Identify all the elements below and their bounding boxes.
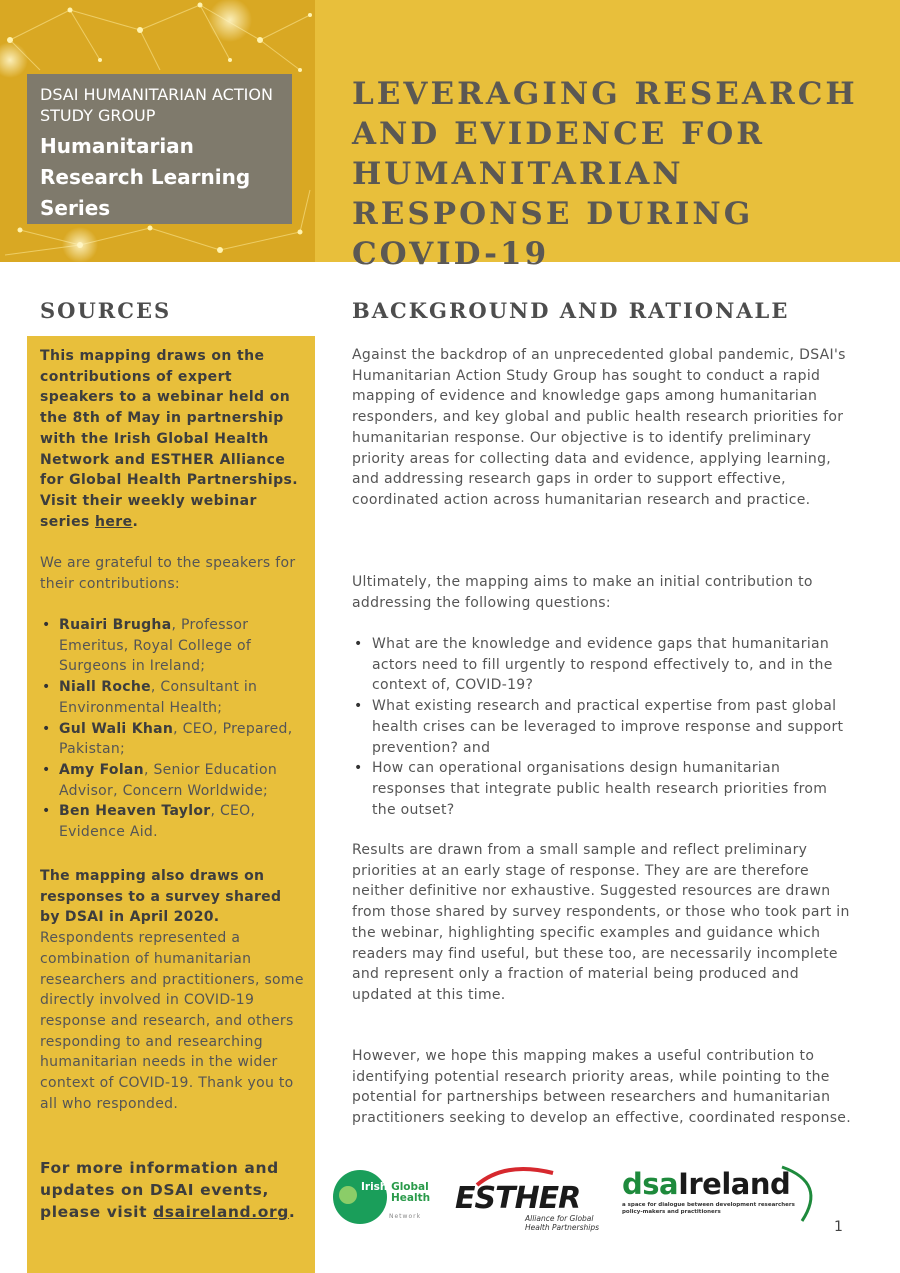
esther-wordmark: ESTHER (455, 1181, 581, 1216)
speaker-name: Amy Folan (59, 761, 144, 778)
speaker-item (40, 801, 306, 842)
sources-intro (40, 346, 306, 532)
question-item: • What existing research and practical expertise from past global health crises can be leveraged to improve response and support prevention? and (352, 696, 852, 758)
speaker-item (40, 677, 306, 718)
dsai-tagline: a space for dialogue between development researchers policy-makers and practitioners (622, 1202, 795, 1215)
speaker-role: , CEO, Prepared, Pakistan; (59, 720, 293, 758)
series-name-label: Humanitarian Research Learning Series (40, 134, 251, 220)
sources-heading: SOURCES (40, 298, 172, 323)
speaker-name: Niall Roche (59, 679, 151, 696)
results-paragraph: Results are drawn from a small sample and reflect preliminary priorities at an early stage of response. They are are therefore neither definitive nor exhaustive. Suggested resources are drawn from those shared by survey respondents, or those who took part in the webinar, highlighting specific examples and guidance which readers may find useful, but these too, are necessarily incomplete and represent only a fraction of material being produced and updated at this time. (352, 842, 850, 1003)
background-paragraph: Against the backdrop of an unprecedented global pandemic, DSAI's Humanitarian Action Study Group has sought to conduct a rapid mapping of evidence and knowledge gaps among humanitarian responders, and key global and public health research priorities for humanitarian response. Our objective is to identify preliminary priority areas for collecting data and evidence, applying learning, and addressing research gaps in order to support effective, coordinated action across humanitarian research and practice. (352, 347, 846, 508)
igh-word-health: Health (391, 1192, 431, 1204)
dsai-ireland-logo (622, 1163, 827, 1228)
more-info-lead: For more information and updates on DSAI events, please visit (40, 1159, 279, 1221)
sources-intro-end: . (132, 513, 139, 530)
webinar-series-link[interactable]: here (95, 513, 133, 530)
irish-global-health-network-logo (333, 1170, 443, 1228)
dsai-website-link[interactable]: dsaireland.org (153, 1203, 289, 1221)
dsai-wordmark (622, 1167, 790, 1201)
speakers-list (40, 615, 306, 843)
speaker-role: , Consultant in Environmental Health; (59, 679, 258, 716)
dsai-word-dsa: dsa (622, 1167, 679, 1201)
document-title: LEVERAGING RESEARCH AND EVIDENCE FOR HUMANITARIAN RESPONSE DURING COVID-19 (352, 76, 858, 272)
speaker-role: , CEO, Evidence Aid. (59, 803, 256, 841)
esther-subtitle: Alliance for Global Health Partnerships (525, 1214, 600, 1232)
questions-list (352, 634, 852, 820)
question-item: • How can operational organisations design humanitarian responses that integrate public health research priorities from the outset? (352, 758, 852, 820)
page-number: 1 (834, 1219, 843, 1235)
speaker-role: , Senior Education Advisor, Concern Worldwide; (59, 761, 277, 799)
sources-intro-text: This mapping draws on the contributions of expert speakers to a webinar held on the 8th of May in partnership with the Irish Global Health Network and ESTHER Alliance for Global Health Partnerships. Visit their weekly webinar series (40, 348, 298, 530)
background-heading: BACKGROUND AND RATIONALE (352, 298, 790, 323)
question-item: • What are the knowledge and evidence gaps that humanitarian actors need to fill urgently to respond effectively to, and in the context of, COVID-19? (352, 634, 852, 696)
speaker-item (40, 719, 306, 760)
speaker-role: , Professor Emeritus, Royal College of Surgeons in Ireland; (59, 617, 252, 675)
aims-paragraph: Ultimately, the mapping aims to make an initial contribution to addressing the following questions: (352, 574, 813, 611)
dsai-swoosh-icon (772, 1163, 827, 1225)
speaker-item (40, 615, 306, 677)
esther-alliance-logo (455, 1163, 605, 1233)
speaker-name: Ruairi Brugha (59, 617, 172, 633)
survey-body-text: Respondents represented a combination of humanitarian researchers and practitioners, some directly involved in COVID-19 response and research, and others responding to and researching humanitarian needs in the wider context of COVID-19. Thank you to all who responded. (40, 930, 304, 1112)
survey-bold-text: The mapping also draws on responses to a survey shared by DSAI in April 2020. (40, 868, 282, 926)
more-info-end: . (288, 1203, 296, 1221)
igh-word-global: Global (391, 1181, 429, 1193)
igh-word-irish: Irish (361, 1181, 388, 1193)
survey-text (40, 866, 306, 1114)
igh-logo-text (361, 1182, 443, 1204)
more-info-text (40, 1157, 306, 1223)
grateful-text: We are grateful to the speakers for their contributions: (40, 555, 296, 592)
speaker-name: Ben Heaven Taylor (59, 803, 211, 820)
dsai-word-ireland: Ireland (678, 1167, 791, 1201)
igh-word-network: Network (389, 1213, 422, 1220)
series-group-label: DSAI HUMANITARIAN ACTION STUDY GROUP (40, 85, 273, 125)
speaker-name: Gul Wali Khan (59, 720, 174, 737)
speaker-item (40, 760, 306, 801)
conclusion-paragraph: However, we hope this mapping makes a useful contribution to identifying potential research priority areas, while pointing to the potential for partnerships between researchers and humanitarian practitioners seeking to develop an effective, coordinated response. (352, 1048, 851, 1127)
